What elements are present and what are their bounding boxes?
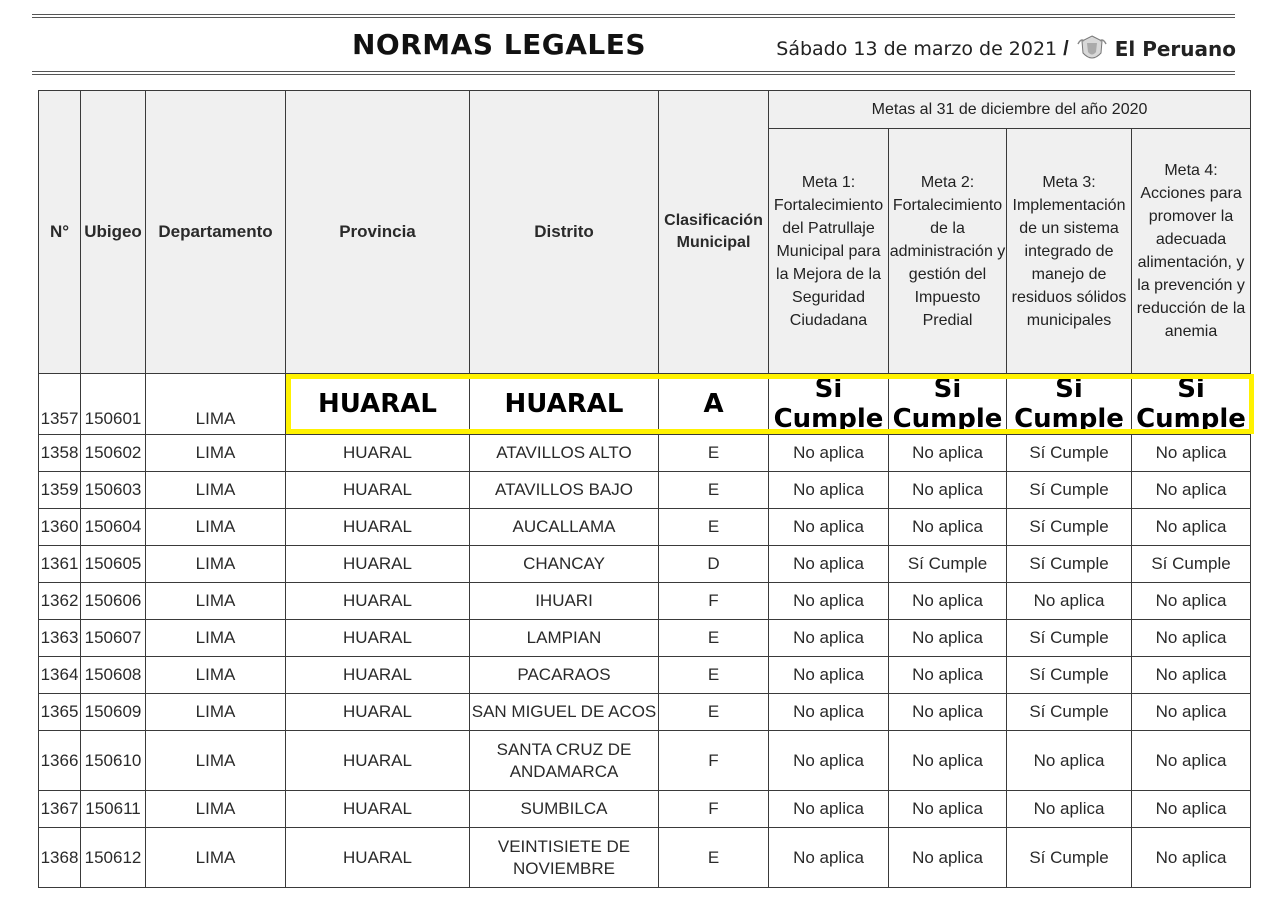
meta4-cell: No aplica <box>1132 472 1251 509</box>
clasificacion-cell: E <box>659 435 769 472</box>
col-header-meta1: Meta 1: Fortalecimiento del Patrullaje Municipal para la Mejora de la Seguridad Ciudadana <box>769 129 889 374</box>
clasificacion-cell: F <box>659 791 769 828</box>
departamento-cell: LIMA <box>146 583 286 620</box>
meta3-cell: Sí Cumple <box>1007 620 1132 657</box>
col-header-provincia: Provincia <box>286 91 470 374</box>
row-number: 1362 <box>39 583 81 620</box>
ubigeo-cell: 150603 <box>81 472 146 509</box>
col-group-metas: Metas al 31 de diciembre del año 2020 <box>769 91 1251 129</box>
ubigeo-cell: 150601 <box>81 374 146 435</box>
provincia-cell: HUARAL <box>286 620 470 657</box>
meta2-cell: No aplica <box>889 620 1007 657</box>
meta2-cell: No aplica <box>889 791 1007 828</box>
col-header-meta4: Meta 4: Acciones para promover la adecuada alimentación, y la prevención y reducción de la anemia <box>1132 129 1251 374</box>
meta4-cell: No aplica <box>1132 828 1251 888</box>
table-row <box>39 731 1251 791</box>
meta2-cell: No aplica <box>889 435 1007 472</box>
provincia-cell: HUARAL <box>286 657 470 694</box>
row-number: 1360 <box>39 509 81 546</box>
departamento-cell: LIMA <box>146 435 286 472</box>
col-header-clasificacion: Clasificación Municipal <box>659 91 769 374</box>
distrito-cell: IHUARI <box>470 583 659 620</box>
ubigeo-cell: 150610 <box>81 731 146 791</box>
clasificacion-cell: D <box>659 546 769 583</box>
meta3-cell: Sí Cumple <box>1007 509 1132 546</box>
header-top-rule <box>32 14 1235 15</box>
table-row <box>39 509 1251 546</box>
meta1-cell: No aplica <box>769 472 889 509</box>
distrito-cell: CHANCAY <box>470 546 659 583</box>
row-number: 1368 <box>39 828 81 888</box>
row-number: 1358 <box>39 435 81 472</box>
meta1-cell: No aplica <box>769 435 889 472</box>
departamento-cell: LIMA <box>146 509 286 546</box>
provincia-cell: HUARAL <box>286 472 470 509</box>
row-number: 1364 <box>39 657 81 694</box>
metas-table <box>38 90 1251 888</box>
meta3-cell: Sí Cumple <box>1007 694 1132 731</box>
meta3-cell: Sí Cumple <box>1007 472 1132 509</box>
distrito-cell: SANTA CRUZ DE ANDAMARCA <box>470 731 659 791</box>
clasificacion-cell: F <box>659 583 769 620</box>
meta4-cell: No aplica <box>1132 435 1251 472</box>
ubigeo-cell: 150612 <box>81 828 146 888</box>
distrito-cell: VEINTISIETE DE NOVIEMBRE <box>470 828 659 888</box>
col-header-departamento: Departamento <box>146 91 286 374</box>
col-header-meta2: Meta 2: Fortalecimiento de la administración y gestión del Impuesto Predial <box>889 129 1007 374</box>
meta1-cell: No aplica <box>769 620 889 657</box>
provincia-cell: HUARAL <box>286 374 470 435</box>
meta2-cell: No aplica <box>889 828 1007 888</box>
meta1-cell: No aplica <box>769 694 889 731</box>
table-row <box>39 435 1251 472</box>
distrito-cell: ATAVILLOS BAJO <box>470 472 659 509</box>
page-title: NORMAS LEGALES <box>352 28 646 61</box>
ubigeo-cell: 150608 <box>81 657 146 694</box>
departamento-cell: LIMA <box>146 546 286 583</box>
clasificacion-cell: E <box>659 694 769 731</box>
provincia-cell: HUARAL <box>286 731 470 791</box>
table-row <box>39 791 1251 828</box>
clasificacion-cell: E <box>659 509 769 546</box>
meta4-cell: No aplica <box>1132 583 1251 620</box>
table-row <box>39 657 1251 694</box>
header-top-rule-2 <box>32 17 1235 18</box>
meta3-cell: No aplica <box>1007 731 1132 791</box>
meta2-cell: No aplica <box>889 657 1007 694</box>
row-number: 1366 <box>39 731 81 791</box>
ubigeo-cell: 150602 <box>81 435 146 472</box>
row-number: 1363 <box>39 620 81 657</box>
meta4-cell: No aplica <box>1132 657 1251 694</box>
ubigeo-cell: 150609 <box>81 694 146 731</box>
provincia-cell: HUARAL <box>286 791 470 828</box>
meta4-cell: No aplica <box>1132 509 1251 546</box>
meta3-cell: Sí Cumple <box>1007 435 1132 472</box>
row-number: 1359 <box>39 472 81 509</box>
row-number: 1367 <box>39 791 81 828</box>
distrito-cell: LAMPIAN <box>470 620 659 657</box>
distrito-cell: PACARAOS <box>470 657 659 694</box>
meta1-cell: No aplica <box>769 546 889 583</box>
header-separator: / <box>1063 37 1069 60</box>
clasificacion-cell: E <box>659 620 769 657</box>
meta1-cell: No aplica <box>769 657 889 694</box>
header-bottom-rule <box>32 71 1235 72</box>
meta1-cell: No aplica <box>769 828 889 888</box>
departamento-cell: LIMA <box>146 620 286 657</box>
meta3-cell: Sí Cumple <box>1007 657 1132 694</box>
clasificacion-cell: A <box>659 374 769 435</box>
meta1-cell: No aplica <box>769 583 889 620</box>
row-number: 1365 <box>39 694 81 731</box>
distrito-cell: HUARAL <box>470 374 659 435</box>
provincia-cell: HUARAL <box>286 509 470 546</box>
meta3-cell: Si Cumple <box>1007 374 1132 435</box>
table-row <box>39 620 1251 657</box>
provincia-cell: HUARAL <box>286 435 470 472</box>
meta3-cell: No aplica <box>1007 791 1132 828</box>
departamento-cell: LIMA <box>146 828 286 888</box>
distrito-cell: SUMBILCA <box>470 791 659 828</box>
table-row <box>39 828 1251 888</box>
issue-date: Sábado 13 de marzo de 2021 <box>776 38 1058 60</box>
col-header-ubigeo: Ubigeo <box>81 91 146 374</box>
meta4-cell: No aplica <box>1132 791 1251 828</box>
provincia-cell: HUARAL <box>286 583 470 620</box>
distrito-cell: ATAVILLOS ALTO <box>470 435 659 472</box>
row-number: 1357 <box>39 374 81 435</box>
departamento-cell: LIMA <box>146 657 286 694</box>
col-header-meta3: Meta 3: Implementación de un sistema integrado de manejo de residuos sólidos municipales <box>1007 129 1132 374</box>
meta2-cell: No aplica <box>889 583 1007 620</box>
provincia-cell: HUARAL <box>286 546 470 583</box>
ubigeo-cell: 150604 <box>81 509 146 546</box>
departamento-cell: LIMA <box>146 731 286 791</box>
meta2-cell: Si Cumple <box>889 374 1007 435</box>
col-header-n: N° <box>39 91 81 374</box>
coat-of-arms-icon <box>1075 32 1109 66</box>
distrito-cell: AUCALLAMA <box>470 509 659 546</box>
provincia-cell: HUARAL <box>286 694 470 731</box>
meta4-cell: No aplica <box>1132 620 1251 657</box>
table-row <box>39 546 1251 583</box>
meta2-cell: Sí Cumple <box>889 546 1007 583</box>
newspaper-brand: El Peruano <box>1114 37 1236 61</box>
meta2-cell: No aplica <box>889 509 1007 546</box>
ubigeo-cell: 150605 <box>81 546 146 583</box>
clasificacion-cell: F <box>659 731 769 791</box>
table-row <box>39 472 1251 509</box>
meta4-cell: Si Cumple <box>1132 374 1251 435</box>
departamento-cell: LIMA <box>146 694 286 731</box>
clasificacion-cell: E <box>659 472 769 509</box>
table-row <box>39 374 1251 435</box>
meta4-cell: No aplica <box>1132 731 1251 791</box>
meta2-cell: No aplica <box>889 472 1007 509</box>
departamento-cell: LIMA <box>146 472 286 509</box>
clasificacion-cell: E <box>659 828 769 888</box>
meta2-cell: No aplica <box>889 731 1007 791</box>
distrito-cell: SAN MIGUEL DE ACOS <box>470 694 659 731</box>
clasificacion-cell: E <box>659 657 769 694</box>
col-header-distrito: Distrito <box>470 91 659 374</box>
provincia-cell: HUARAL <box>286 828 470 888</box>
meta1-cell: No aplica <box>769 509 889 546</box>
meta3-cell: No aplica <box>1007 583 1132 620</box>
ubigeo-cell: 150611 <box>81 791 146 828</box>
meta4-cell: No aplica <box>1132 694 1251 731</box>
meta3-cell: Sí Cumple <box>1007 828 1132 888</box>
meta1-cell: Si Cumple <box>769 374 889 435</box>
meta1-cell: No aplica <box>769 791 889 828</box>
ubigeo-cell: 150607 <box>81 620 146 657</box>
row-number: 1361 <box>39 546 81 583</box>
meta3-cell: Sí Cumple <box>1007 546 1132 583</box>
table-row <box>39 583 1251 620</box>
meta4-cell: Sí Cumple <box>1132 546 1251 583</box>
departamento-cell: LIMA <box>146 374 286 435</box>
header-masthead <box>776 32 1236 66</box>
meta2-cell: No aplica <box>889 694 1007 731</box>
departamento-cell: LIMA <box>146 791 286 828</box>
table-row <box>39 694 1251 731</box>
header-bottom-rule-2 <box>32 74 1235 75</box>
meta1-cell: No aplica <box>769 731 889 791</box>
ubigeo-cell: 150606 <box>81 583 146 620</box>
